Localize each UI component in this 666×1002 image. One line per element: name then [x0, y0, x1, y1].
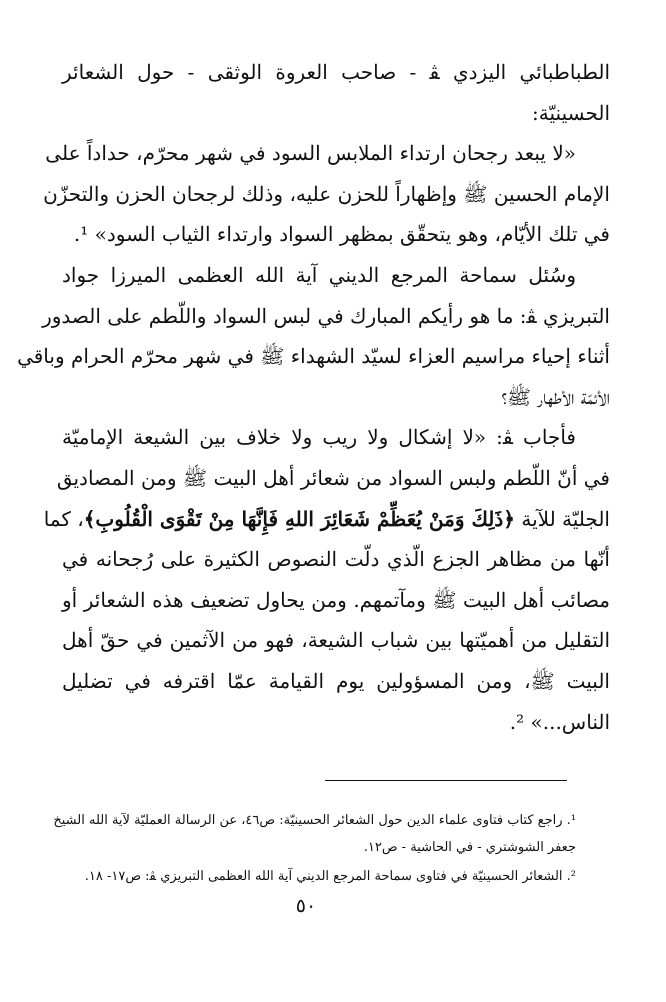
text-line: أنّها من مظاهر الجزع الّذي دلّت النصوص الكثيرة على رُجحانه في [62, 547, 610, 572]
text-line: التقليل من أهميّتها بين شباب الشيعة، فهو من الآثمين في حقّ أهل [62, 628, 610, 653]
text-line: في أنّ اللّطم ولبس السواد من شعائر أهل البيت ﷺ ومن المصاديق [56, 465, 610, 490]
footnote-line: جعفر الشوشتري - في الحاشية - ص١٢. [363, 839, 576, 855]
verse-prefix: الجليّة للآية [521, 506, 610, 531]
text-line: فأجاب ﭭ: «لا إشكال ولا ريب ولا خلاف بين الشيعة الإماميّة [62, 425, 576, 450]
text-line: «لا يبعد رجحان ارتداء الملابس السود في شهر محرّم، حداداً على [45, 141, 576, 166]
text-line: البيت ﷺ، ومن المسؤولين يوم القيامة عمّا اقترفه في تضليل [62, 668, 610, 693]
text-line: أثناء إحياء مراسيم العزاء لسيّد الشهداء ﷺ في شهر محرّم الحرام وباقي [17, 344, 610, 369]
page-number: ٥٠ [295, 895, 317, 917]
text-line: مصائب أهل البيت ﷺ ومآتمهم. ومن يحاول تضعيف هذه الشعائر أو [62, 587, 610, 612]
text-line: وسُئل سماحة المرجع الديني آية الله العظمى الميرزا جواد [62, 262, 576, 287]
text-line: الحسينيّة: [532, 100, 610, 125]
footnotes [53, 808, 576, 891]
text-line: الناس...» ². [509, 709, 610, 734]
verse-line [43, 499, 610, 540]
main-text [17, 52, 610, 742]
quran-verse: ﴿ذَلِكَ وَمَنْ يُعَظِّمْ شَعَائِرَ اللهِ فَإِنَّهَا مِنْ تَقْوَى الْقُلُوبِ﴾ [83, 506, 516, 531]
text-line: الإمام الحسين ﷺ وإظهاراً للحزن عليه، وذلك لرجحان الحزن والتحزّن [43, 181, 610, 206]
footnote-line: ². الشعائر الحسينيّة في فتاوى سماحة المرجع الديني آية الله العظمى التبريزي ﭭ: ص١٧- ١٨. [84, 869, 576, 884]
text-line: في تلك الأيّام، وهو يتحقّق بمظهر السواد وارتداء الثياب السود» ¹. [73, 222, 610, 247]
text-line: الطباطبائي اليزدي ﭭ - صاحب العروة الوثقى - حول الشعائر [62, 60, 610, 84]
footnote-divider [325, 780, 567, 781]
footnote-line: ¹. راجع كتاب فتاوى علماء الدين حول الشعائر الحسينيّة: ص٤٦، عن الرسالة العمليّة لآية الله الشيخ [53, 813, 576, 828]
text-line: الأئمّة الأطهار ﷺ؟ [501, 384, 610, 409]
text-line: التبريزي ﭭ: ما هو رأيكم المبارك في لبس السواد واللّطم على الصدور [42, 303, 610, 328]
verse-suffix: ، كما [43, 506, 84, 531]
